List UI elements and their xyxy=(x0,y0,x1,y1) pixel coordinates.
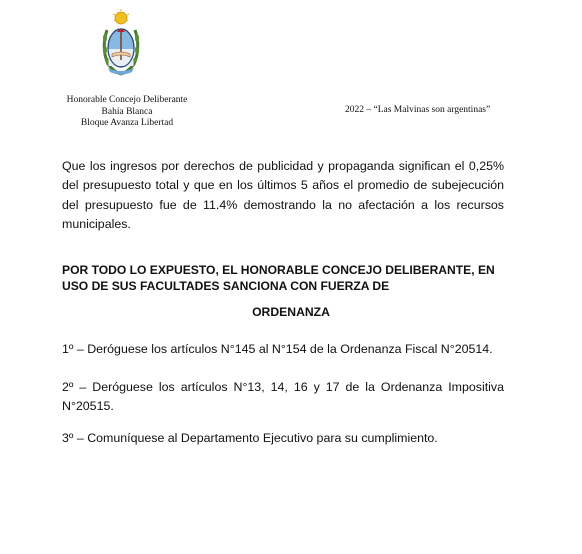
institution-bloc: Bloque Avanza Libertad xyxy=(80,118,174,128)
resolution-statement xyxy=(62,262,504,294)
institution-header xyxy=(62,95,192,130)
ordinance-heading: ORDENANZA xyxy=(252,305,330,319)
resolution-line-1: POR TODO LO EXPUESTO, EL HONORABLE CONCEJO DELIBERANTE, EN xyxy=(62,263,495,277)
article-2: 2º – Deróguese los artículos N°13, 14, 16 y 17 de la Ordenanza Impositiva N°20515. xyxy=(62,380,504,414)
provincial-crest-icon xyxy=(100,8,142,78)
year-motto: 2022 – “Las Malvinas son argentinas” xyxy=(345,105,491,115)
institution-name: Honorable Concejo Deliberante xyxy=(66,95,188,105)
whereas-paragraph: Que los ingresos por derechos de publicidad y propaganda significan el 0,25% del presupuesto total y que en los últimos 5 años el promedio de subejecución del presupuesto fue de 11.4% demostrando la no afectación a los recursos municipales. xyxy=(62,159,504,232)
article-3: 3º – Comuníquese al Departamento Ejecutivo para su cumplimiento. xyxy=(62,431,438,445)
article-1: 1º – Deróguese los artículos N°145 al N°154 de la Ordenanza Fiscal N°20514. xyxy=(62,342,493,356)
resolution-line-2: USO DE SUS FACULTADES SANCIONA CON FUERZA DE xyxy=(62,279,390,293)
institution-city: Bahía Blanca xyxy=(101,106,153,117)
